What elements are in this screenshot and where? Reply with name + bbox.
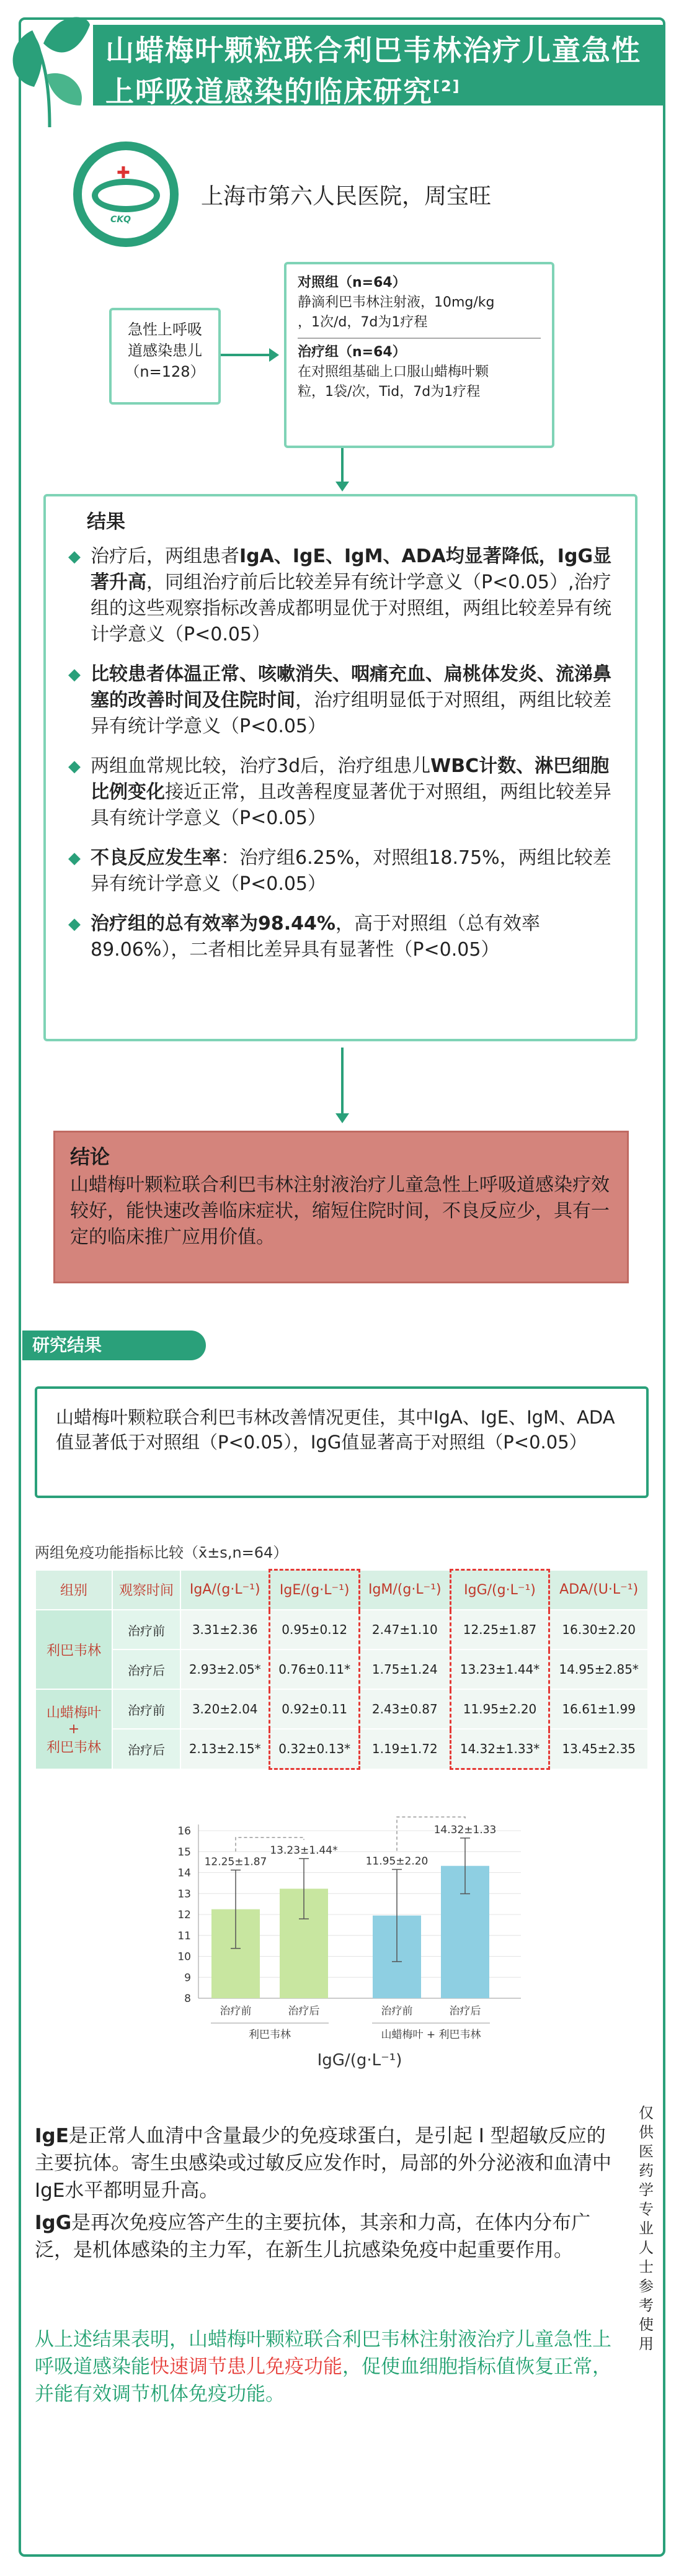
group-label: 利巴韦林 [249, 2029, 291, 2041]
result-item: ◆ 两组血常规比较，治疗3d后，治疗组患儿WBC计数、淋巴细胞比例变化接近正常，且改善程度显著优于对照组，两组比较差异具有统计学意义（P<0.05） [68, 753, 616, 832]
conclusion-text: 山蜡梅叶颗粒联合利巴韦林注射液治疗儿童急性上呼吸道感染疗效较好，能快速改善临床症状，缩短住院时间，不良反应少，具有一定的临床推广应用价值。 [70, 1174, 610, 1248]
group-label: 山蜡梅叶 + 利巴韦林 [381, 2029, 481, 2041]
page-title-line2: 上呼吸道感染的临床研究 [105, 74, 433, 109]
patients-count: （n=128） [125, 363, 205, 380]
page-title-line1: 山蜡梅叶颗粒联合利巴韦林治疗儿童急性 [105, 34, 641, 67]
result-item: ◆ 治疗后，两组患者IgA、IgE、IgM、ADA均显著降低，IgG显著升高，同组治疗前后比较差异有统计学意义（P<0.05）,治疗组的这些观察指标改善成都明显优于对照组，两组比较差异有统计学意义（P<0.05） [68, 544, 616, 648]
col-header: IgA/(g·L⁻¹) [180, 1570, 270, 1610]
control-group-title: 对照组（n=64） [298, 275, 406, 290]
leaf-decoration-icon [6, 6, 93, 130]
ige-text: 是正常人血清中含量最少的免疫球蛋白，是引起 I 型超敏反应的主要抗体。寄生虫感染或过敏反应发作时，局部的外分泌液和血清中IgE水平都明显升高。 [35, 2125, 611, 2202]
hospital-logo [73, 141, 179, 247]
patients-line1: 急性上呼吸 [128, 321, 202, 338]
data-label: 12.25±1.87 [204, 1856, 267, 1869]
summary-box: 山蜡梅叶颗粒联合利巴韦林改善情况更佳，其中IgA、IgE、IgM、ADA值显著低于对照组（P<0.05），IgG值显著高于对照组（P<0.05） [35, 1386, 649, 1498]
immune-table [35, 1569, 649, 1770]
result-item: ◆ 治疗组的总有效率为98.44%，高于对照组（总有效率89.06%），二者相比差异具有显著性（P<0.05） [68, 911, 616, 963]
side-note: 仅供医药学专业人士参考使用 [639, 2104, 654, 2353]
patients-line2: 道感染患儿 [128, 342, 202, 359]
data-label: 11.95±2.20 [365, 1855, 429, 1868]
y-tick-label: 14 [177, 1867, 191, 1880]
data-label: 14.32±1.33 [433, 1823, 497, 1836]
igg-chart [124, 1812, 558, 2075]
conclusion-heading: 结论 [70, 1145, 110, 1169]
y-tick-label: 10 [177, 1950, 191, 1963]
x-tick-label: 治疗前 [381, 2005, 413, 2017]
result-item: ◆ 不良反应发生率：治疗组6.25%，对照组18.75%，两组比较差异有统计学意义（P<0.05） [68, 845, 616, 897]
table-row: 治疗后 2.13±2.15* 0.32±0.13* 1.19±1.72 14.32±1.33* 13.45±2.35 [35, 1729, 648, 1769]
table-row: 治疗后 2.93±2.05* 0.76±0.11* 1.75±1.24 13.23±1.44* 14.95±2.85* [35, 1649, 648, 1689]
groups-box [284, 262, 554, 448]
control-group-line2: ，1次/d，7d为1疗程 [298, 315, 428, 330]
arrow-down-icon [341, 1048, 344, 1115]
control-group-line1: 静滴利巴韦林注射液，10mg/kg [298, 295, 495, 310]
treatment-group-line1: 在对照组基础上口服山蜡梅叶颗 [298, 364, 489, 380]
y-tick-label: 8 [184, 1993, 191, 2005]
group-cell: 山蜡梅叶 + 利巴韦林 [35, 1689, 112, 1769]
col-header: 组别 [35, 1570, 112, 1610]
reference-mark: [2] [433, 78, 461, 95]
cross-icon: ✚ [117, 164, 130, 182]
col-header: IgG/(g·L⁻¹) [450, 1570, 549, 1610]
igg-paragraph: IgG是再次免疫应答产生的主要抗体，其亲和力高，在体内分布广泛，是机体感染的主力军，在新生儿抗感染免疫中起重要作用。 [35, 2212, 591, 2261]
y-tick-label: 15 [177, 1846, 191, 1859]
table-caption: 两组免疫功能指标比较（x̄±s,n=64） [35, 1544, 288, 1561]
final-conclusion: 从上述结果表明，山蜡梅叶颗粒联合利巴韦林注射液治疗儿童急性上呼吸道感染能快速调节患儿免疫功能，促使血细胞指标值恢复正常，并能有效调节机体免疫功能。 [35, 2328, 611, 2405]
title-banner [93, 25, 665, 109]
igg-bar-chart [124, 1812, 558, 2073]
logo-text: CKQ [110, 215, 131, 225]
results-box [43, 494, 637, 1041]
result-item: ◆ 比较患者体温正常、咳嗽消失、咽痛充血、扁桃体发炎、流涕鼻塞的改善时间及住院时间，治疗组明显低于对照组，两组比较差异有统计学意义（P<0.05） [68, 662, 616, 740]
y-tick-label: 16 [177, 1825, 191, 1838]
hospital-header [73, 141, 491, 247]
y-tick-label: 13 [177, 1888, 191, 1901]
table-row: 利巴韦林 治疗前 3.31±2.36 0.95±0.12 2.47±1.10 12.25±1.87 16.30±2.20 [35, 1610, 648, 1649]
col-header: 观察时间 [112, 1570, 180, 1610]
treatment-group-title: 治疗组（n=64） [298, 344, 406, 360]
arrow-down-icon [341, 448, 344, 483]
group-cell: 利巴韦林 [35, 1610, 112, 1689]
treatment-group-line2: 粒，1袋/次，Tid，7d为1疗程 [298, 384, 481, 400]
arrow-right-icon [221, 354, 270, 356]
table-header-row [35, 1570, 648, 1610]
col-header: IgE/(g·L⁻¹) [270, 1570, 360, 1610]
x-tick-label: 治疗后 [449, 2005, 481, 2017]
table-row: 山蜡梅叶 + 利巴韦林 治疗前 3.20±2.04 0.92±0.11 2.43±0.87 11.95±2.20 16.61±1.99 [35, 1689, 648, 1729]
hospital-name: 上海市第六人民医院，周宝旺 [201, 183, 492, 209]
col-header: ADA/(U·L⁻¹) [549, 1570, 648, 1610]
y-tick-label: 12 [177, 1909, 191, 1921]
conclusion-box [53, 1131, 629, 1283]
y-tick-label: 11 [177, 1929, 191, 1942]
y-tick-label: 9 [184, 1972, 191, 1985]
x-tick-label: 治疗前 [220, 2005, 252, 2017]
data-label: 13.23±1.44* [270, 1844, 338, 1857]
section-tab: 研究结果 [22, 1331, 206, 1360]
x-axis-label: IgG/(g·L⁻¹) [317, 2051, 402, 2070]
results-heading: 结果 [87, 511, 125, 533]
x-tick-label: 治疗后 [288, 2005, 320, 2017]
ige-paragraph: IgE是正常人血清中含量最少的免疫球蛋白，是引起 I 型超敏反应的主要抗体。寄生虫感染或过敏反应发作时，局部的外分泌液和血清中IgE水平都明显升高。 [35, 2125, 611, 2202]
col-header: IgM/(g·L⁻¹) [359, 1570, 450, 1610]
patients-box [109, 308, 221, 405]
